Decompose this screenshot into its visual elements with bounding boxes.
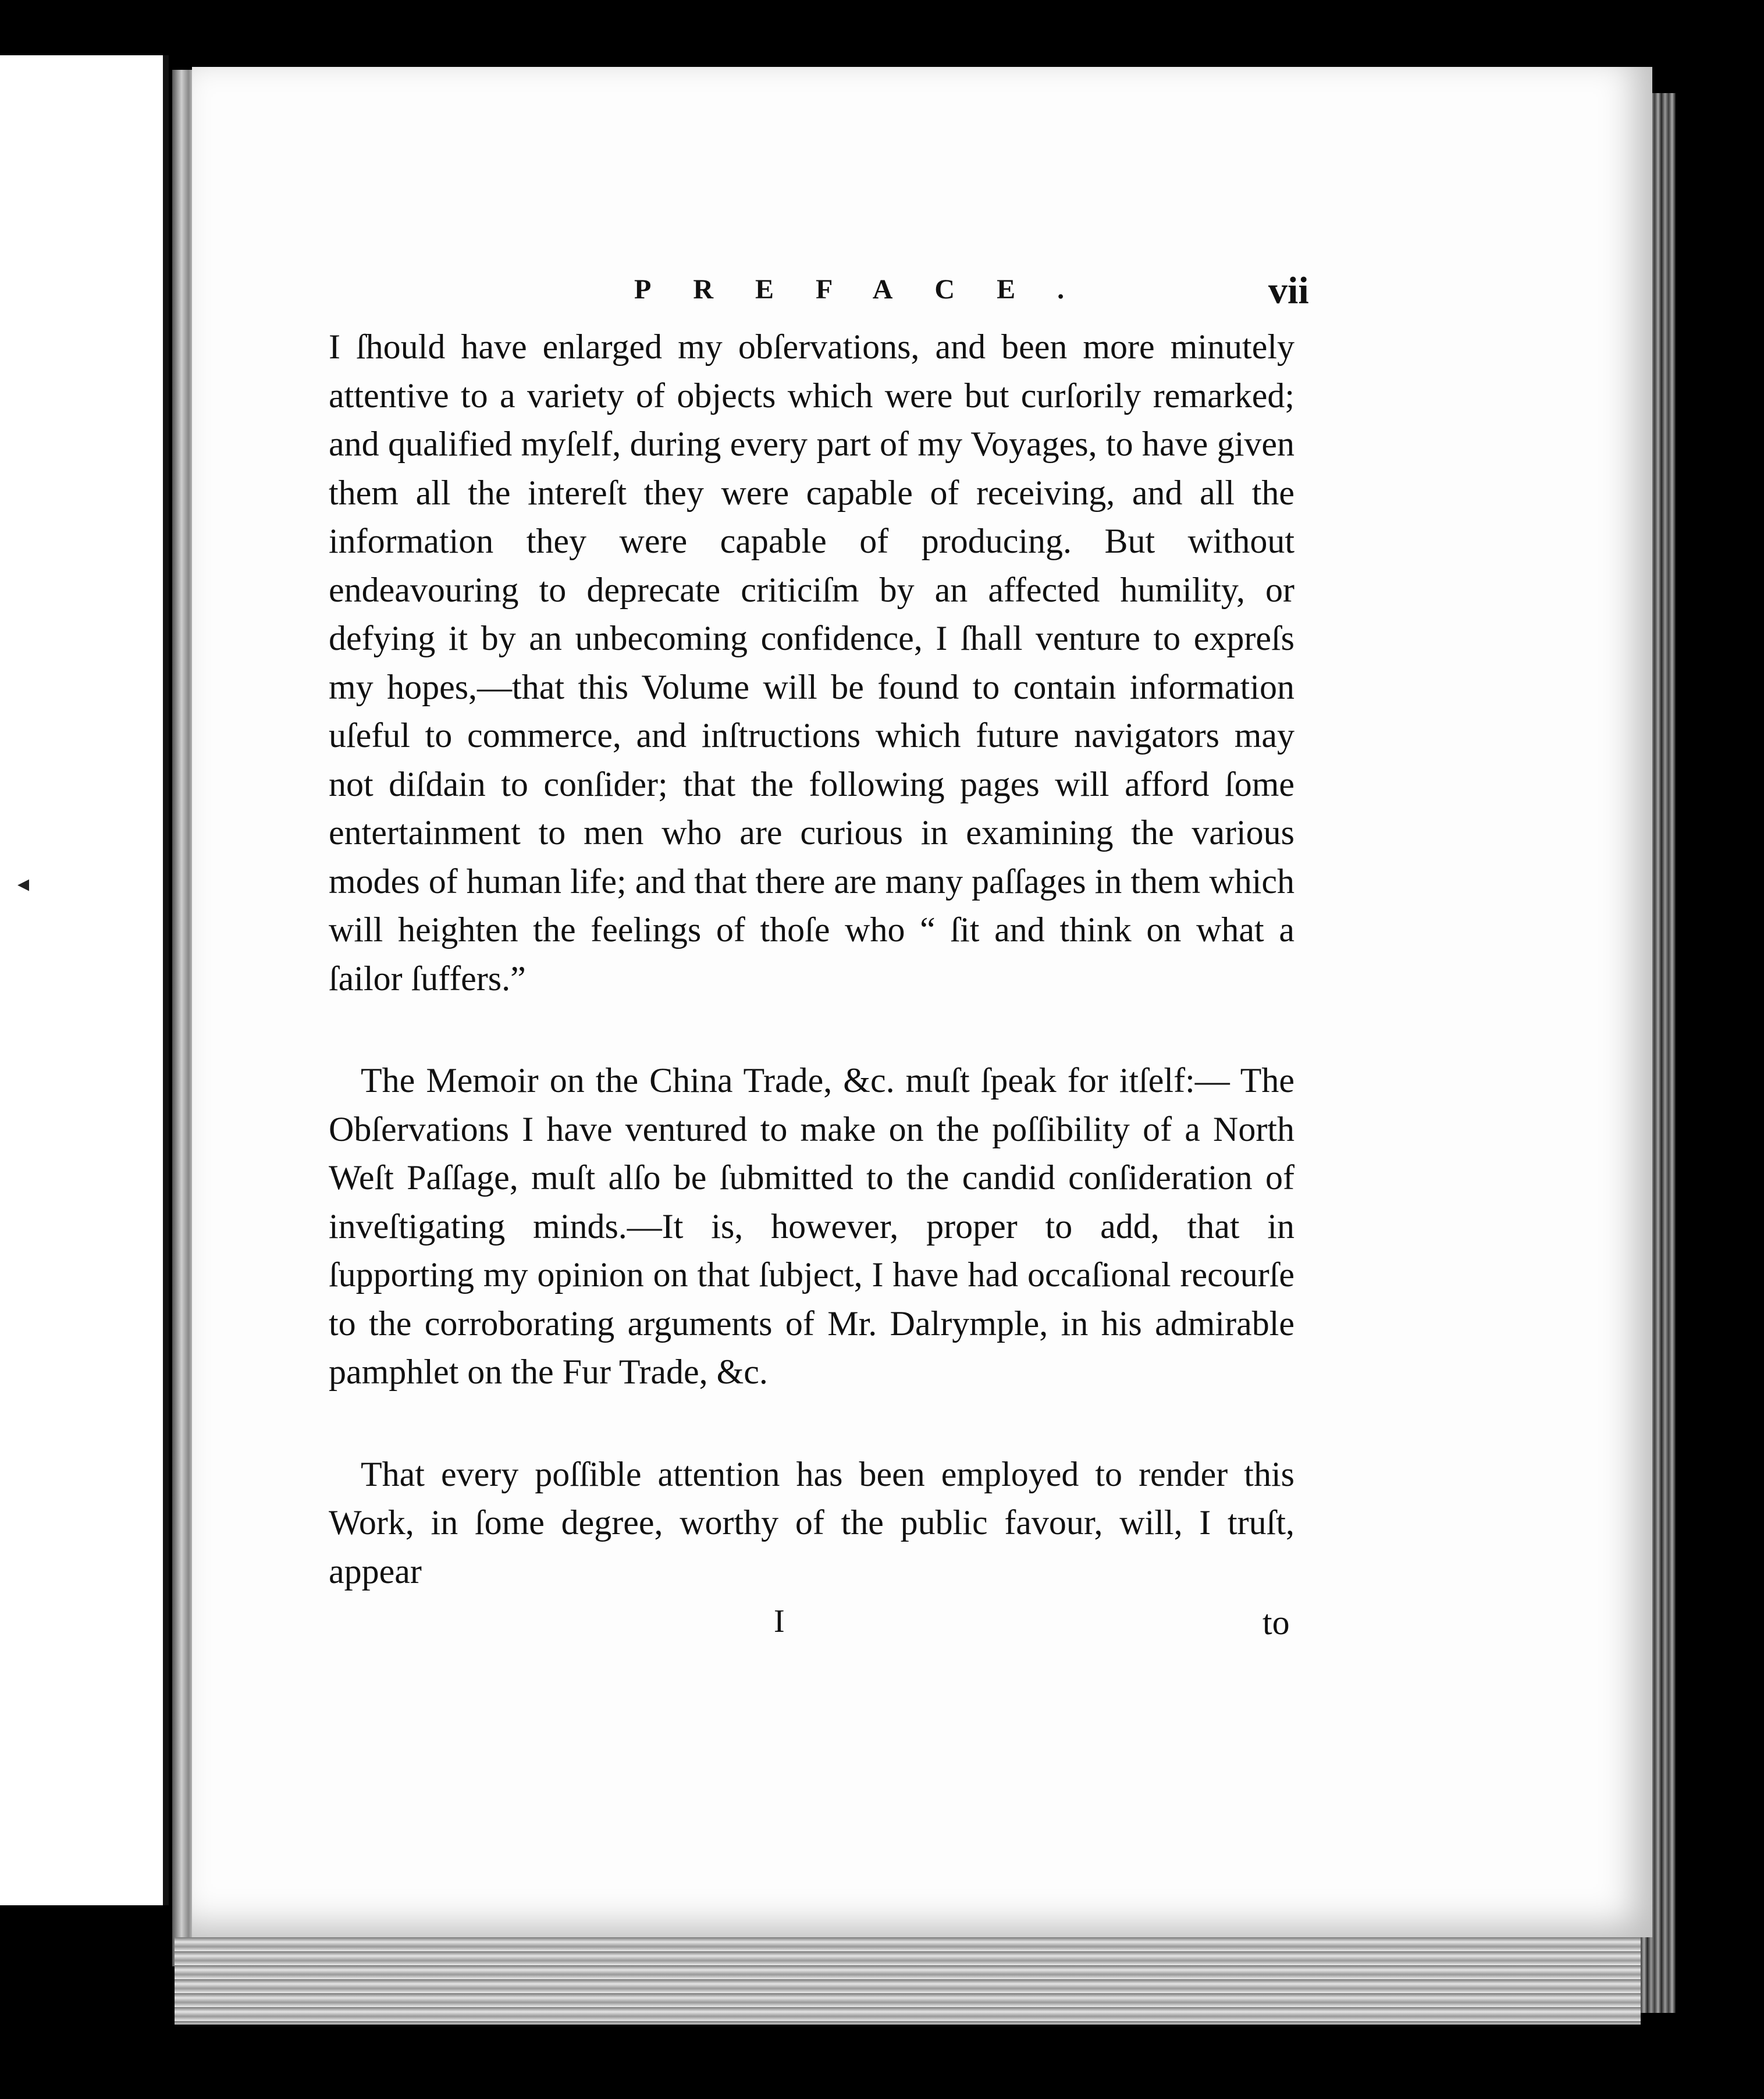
page-header: [192, 269, 1652, 326]
paragraph: That every poſſible attention has been employed to render this Work, in ſome degree, worthy of the public favour, will, I truſt, appear: [329, 1454, 1294, 1591]
margin-mark-icon: ◂: [17, 870, 30, 896]
catchword: to: [1262, 1603, 1290, 1642]
page-number: vii: [1268, 269, 1309, 312]
signature-mark: I: [774, 1603, 785, 1639]
facing-page-fragment: [0, 55, 169, 1905]
body-text: [329, 323, 1294, 1596]
paragraph: I ſhould have enlarged my obſervations, and been more minutely attentive to a variety of objects which were but curſorily remarked; and qualified myſelf, during every part of my Voyages, to have given them all the intereſt they were capable of receiving, and all the information they were capable of producing. But without endeavouring to deprecate criticiſm by an affected humility, or defying it by an unbecoming confidence, I ſhall venture to expreſs my hopes,—that this Volume will be found to contain information uſeful to commerce, and inſtructions which future navigators may not diſdain to conſider; that the following pages will afford ſome entertainment to men who are curious in examining the various modes of human life; and that there are many paſſages in them which will heighten the feelings of thoſe who “ ſit and think on what a ſailor ſuffers.”: [329, 328, 1294, 998]
paragraph: The Memoir on the China Trade, &c. muſt ſpeak for itſelf:— The Obſervations I have ventured to make on the poſſibility of a North Weſt Paſſage, muſt alſo be ſubmitted to the candid conſideration of inveſtigating minds.—It is, however, proper to add, that in ſupporting my opinion on that ſubject, I have had occaſional recourſe to the corroborating arguments of Mr. Dalrymple, in his admirable pamphlet on the Fur Trade, &c.: [329, 1061, 1294, 1391]
running-title: PREFACE.: [634, 274, 1107, 305]
book-page: [192, 67, 1652, 1937]
page-stack-edge-bottom: [175, 1937, 1641, 2025]
